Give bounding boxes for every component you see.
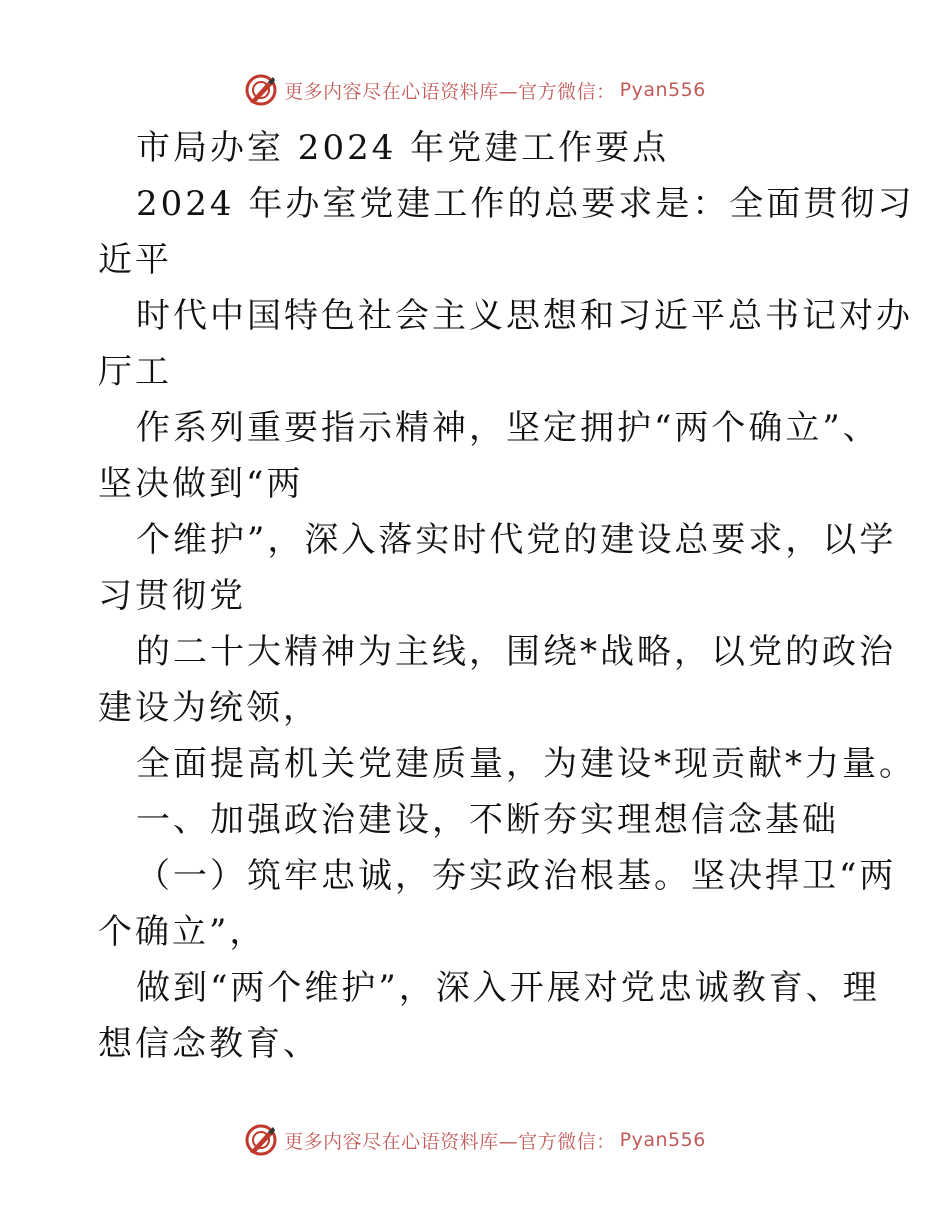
document-line: 习贯彻党 [98, 576, 246, 616]
document-line: 建设为统领， [98, 688, 320, 728]
document-line: 的二十大精神为主线，围绕*战略，以党的政治 [136, 632, 896, 672]
header-watermark [0, 70, 950, 110]
document-body [98, 120, 916, 1072]
document-line: 时代中国特色社会主义思想和习近平总书记对办 [136, 296, 913, 336]
watermark-text: 更多内容尽在心语资料库—官方微信： [284, 1130, 616, 1153]
document-line: 近平 [98, 240, 172, 280]
document-line: 作系列重要指示精神，坚定拥护“两个确立”、 [136, 408, 880, 448]
document-lines [98, 176, 916, 1072]
document-line: （一）筑牢忠诚，夯实政治根基。坚决捍卫“两 [136, 856, 897, 896]
footer-watermark [0, 1120, 950, 1160]
watermark-text: 更多内容尽在心语资料库—官方微信： [284, 80, 616, 103]
document-line: 个维护”，深入落实时代党的建设总要求，以学 [136, 520, 897, 560]
document-line: 坚决做到“两 [98, 464, 304, 504]
pen-circle-logo-icon [244, 73, 278, 107]
document-line: 做到“两个维护”，深入开展对党忠诚教育、理 [136, 968, 880, 1008]
document-line: 厅工 [98, 352, 172, 392]
wechat-id: Pyan556 [619, 79, 706, 101]
document-line: 全面提高机关党建质量，为建设*现贡献*力量。 [136, 744, 916, 784]
pen-circle-logo-icon [244, 1123, 278, 1157]
document-line: 2024 年办室党建工作的总要求是：全面贯彻习 [136, 184, 915, 224]
document-line: 一、加强政治建设，不断夯实理想信念基础 [136, 800, 839, 840]
document-line: 个确立”， [98, 912, 267, 952]
document-title: 市局办室 2024 年党建工作要点 [136, 128, 670, 168]
wechat-id: Pyan556 [619, 1129, 706, 1151]
document-line: 想信念教育、 [98, 1024, 320, 1064]
